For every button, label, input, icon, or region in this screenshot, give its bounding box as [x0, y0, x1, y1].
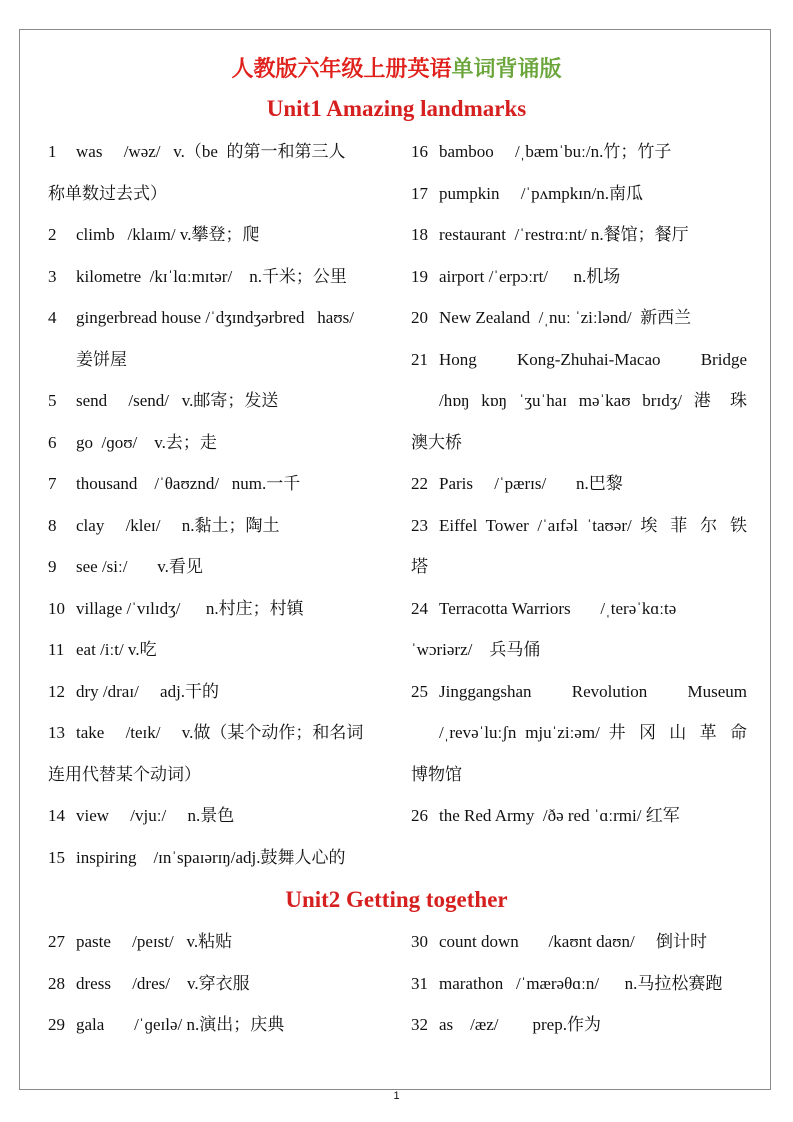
- vocab-entry: [48, 380, 388, 422]
- entry-text: dress /dres/ v.穿衣服: [76, 973, 250, 993]
- vocab-entry: [48, 588, 388, 630]
- entry-number: 31: [411, 973, 428, 993]
- entry-text: eat /iːt/ v.吃: [76, 640, 157, 659]
- entry-text: Hong Kong-Zhuhai-Macao Bridge: [439, 349, 747, 369]
- page-number: 1: [393, 1090, 400, 1102]
- entry-text: as /æz/ prep.作为: [439, 1015, 601, 1034]
- entry-text: 连用代替某个动词）: [48, 764, 201, 784]
- entry-text: /ˌrevəˈluːʃn mjuˈziːəm/ 井 冈 山 革 命: [439, 723, 747, 742]
- entry-text: send /send/ v.邮寄；发送: [76, 391, 279, 410]
- entry-number: 21: [411, 349, 428, 369]
- unit2-left-column: [48, 921, 388, 1046]
- entry-continuation: [411, 754, 747, 796]
- entry-continuation: [411, 380, 747, 422]
- entry-number: 30: [411, 932, 428, 951]
- entry-number: 26: [411, 806, 428, 825]
- entry-text: Eiffel Tower /ˈaɪfəl ˈtaʊər/ 埃 菲 尔 铁: [439, 515, 747, 535]
- vocab-entry: [48, 795, 388, 837]
- entry-text: Jinggangshan Revolution Museum: [439, 681, 747, 701]
- entry-number: 25: [411, 681, 428, 701]
- entry-continuation: [48, 754, 388, 796]
- entry-number: 10: [48, 598, 65, 618]
- entry-text: Terracotta Warriors /ˌterəˈkɑːtə: [439, 598, 677, 618]
- vocab-entry: [411, 173, 747, 215]
- entry-number: 23: [411, 515, 428, 535]
- title-main: 人教版六年级上册英语: [231, 57, 452, 82]
- entry-text: thousand /ˈθaʊznd/ num.一千: [76, 474, 301, 493]
- unit1-left-column: [48, 131, 388, 878]
- vocab-entry: [48, 921, 388, 963]
- vocab-entry: [411, 463, 747, 505]
- entry-number: 9: [48, 557, 57, 576]
- vocab-entry: [48, 671, 388, 713]
- vocab-entry: [48, 837, 388, 879]
- entry-number: 14: [48, 806, 65, 825]
- entry-text: clay /kleɪ/ n.黏土；陶土: [76, 515, 280, 535]
- vocab-entry: [411, 131, 747, 173]
- vocab-entry: [48, 712, 388, 754]
- entry-text: ˈwɔriərz/ 兵马俑: [411, 640, 541, 659]
- vocab-entry: [48, 131, 388, 173]
- entry-text: inspiring /ɪnˈspaɪərɪŋ/adj.鼓舞人心的: [76, 847, 346, 867]
- unit2-heading: Unit2 Getting together: [285, 887, 508, 912]
- entry-number: 28: [48, 973, 65, 993]
- unit1-right-column: [411, 131, 747, 837]
- vocab-entry: [411, 297, 747, 339]
- vocab-entry: [48, 463, 388, 505]
- entry-number: 8: [48, 515, 57, 535]
- entry-continuation: [48, 339, 388, 381]
- vocab-entry: [48, 422, 388, 464]
- entry-text: take /teɪk/ v.做（某个动作；和名词: [76, 723, 364, 742]
- vocab-entry: [48, 546, 388, 588]
- entry-text: was /wəz/ v.（be 的第一和第三人: [76, 142, 346, 161]
- entry-text: New Zealand /ˌnuː ˈziːlənd/ 新西兰: [439, 308, 692, 327]
- page-title: [0, 52, 793, 83]
- vocab-entry: [411, 256, 747, 298]
- entry-number: 22: [411, 474, 428, 493]
- vocab-entry: [411, 339, 747, 381]
- entry-text: Paris /ˈpærɪs/ n.巴黎: [439, 474, 623, 493]
- entry-continuation: [411, 422, 747, 464]
- unit2-right-column: [411, 921, 747, 1046]
- entry-number: 20: [411, 308, 428, 327]
- entry-text: village /ˈvɪlɪdʒ/ n.村庄；村镇: [76, 598, 304, 618]
- vocab-entry: [411, 795, 747, 837]
- entry-number: 6: [48, 432, 57, 452]
- entry-number: 24: [411, 598, 428, 618]
- entry-continuation: [411, 546, 747, 588]
- vocab-entry: [411, 671, 747, 713]
- entry-continuation: [411, 629, 747, 671]
- entry-number: 12: [48, 681, 65, 701]
- entry-text: airport /ˈerpɔːrt/ n.机场: [439, 266, 621, 286]
- entry-text: gingerbread house /ˈdʒɪndʒərbred haʊs/: [76, 308, 354, 327]
- entry-text: marathon /ˈmærəθɑːn/ n.马拉松赛跑: [439, 973, 723, 993]
- entry-continuation: [411, 712, 747, 754]
- entry-number: 15: [48, 847, 65, 867]
- entry-text: 称单数过去式）: [48, 183, 167, 203]
- vocab-entry: [411, 921, 747, 963]
- vocab-entry: [48, 297, 388, 339]
- entry-number: 16: [411, 142, 428, 161]
- entry-text: restaurant /ˈrestrɑːnt/ n.餐馆；餐厅: [439, 225, 689, 244]
- entry-text: kilometre /kɪˈlɑːmɪtər/ n.千米；公里: [76, 266, 347, 286]
- vocab-entry: [48, 963, 388, 1005]
- vocab-entry: [411, 214, 747, 256]
- vocab-entry: [48, 1004, 388, 1046]
- entry-text: /hɒŋ kɒŋ ˈʒuˈhaɪ məˈkaʊ brɪdʒ/ 港 珠: [439, 391, 747, 410]
- title-sub: 单词背诵版: [451, 57, 562, 82]
- vocab-entry: [48, 214, 388, 256]
- entry-text: the Red Army /ðə red ˈɑːrmi/ 红军: [439, 806, 680, 825]
- entry-number: 27: [48, 932, 65, 951]
- entry-text: paste /peɪst/ v.粘贴: [76, 932, 233, 951]
- vocab-entry: [411, 588, 747, 630]
- entry-text: see /siː/ v.看见: [76, 557, 203, 576]
- vocab-entry: [48, 505, 388, 547]
- entry-number: 4: [48, 308, 57, 327]
- entry-number: 13: [48, 723, 65, 742]
- entry-text: 塔: [411, 557, 428, 576]
- entry-text: dry /draɪ/ adj.干的: [76, 681, 220, 701]
- entry-number: 11: [48, 640, 65, 659]
- entry-text: 澳大桥: [411, 432, 462, 452]
- entry-text: pumpkin /ˈpʌmpkɪn/n.南瓜: [439, 183, 643, 203]
- entry-number: 3: [48, 266, 57, 286]
- entry-number: 32: [411, 1015, 428, 1034]
- entry-continuation: [48, 173, 388, 215]
- entry-number: 5: [48, 391, 57, 410]
- entry-text: 博物馆: [411, 764, 462, 784]
- entry-text: gala /ˈɡeɪlə/ n.演出；庆典: [76, 1015, 285, 1034]
- vocab-entry: [411, 963, 747, 1005]
- entry-text: 姜饼屋: [76, 349, 127, 369]
- vocab-entry: [411, 1004, 747, 1046]
- entry-number: 19: [411, 266, 428, 286]
- vocab-entry: [48, 629, 388, 671]
- entry-number: 7: [48, 474, 57, 493]
- entry-text: count down /kaʊnt daʊn/ 倒计时: [439, 932, 707, 951]
- entry-number: 17: [411, 183, 428, 203]
- entry-text: climb /klaɪm/ v.攀登；爬: [76, 225, 260, 244]
- entry-text: go /ɡoʊ/ v.去；走: [76, 432, 217, 452]
- entry-number: 18: [411, 225, 428, 244]
- entry-text: bamboo /ˌbæmˈbuː/n.竹；竹子: [439, 142, 672, 161]
- vocab-entry: [48, 256, 388, 298]
- entry-number: 29: [48, 1015, 65, 1034]
- unit1-heading: Unit1 Amazing landmarks: [266, 96, 527, 121]
- entry-number: 1: [48, 142, 57, 161]
- vocab-entry: [411, 505, 747, 547]
- entry-text: view /vjuː/ n.景色: [76, 806, 235, 825]
- entry-number: 2: [48, 225, 57, 244]
